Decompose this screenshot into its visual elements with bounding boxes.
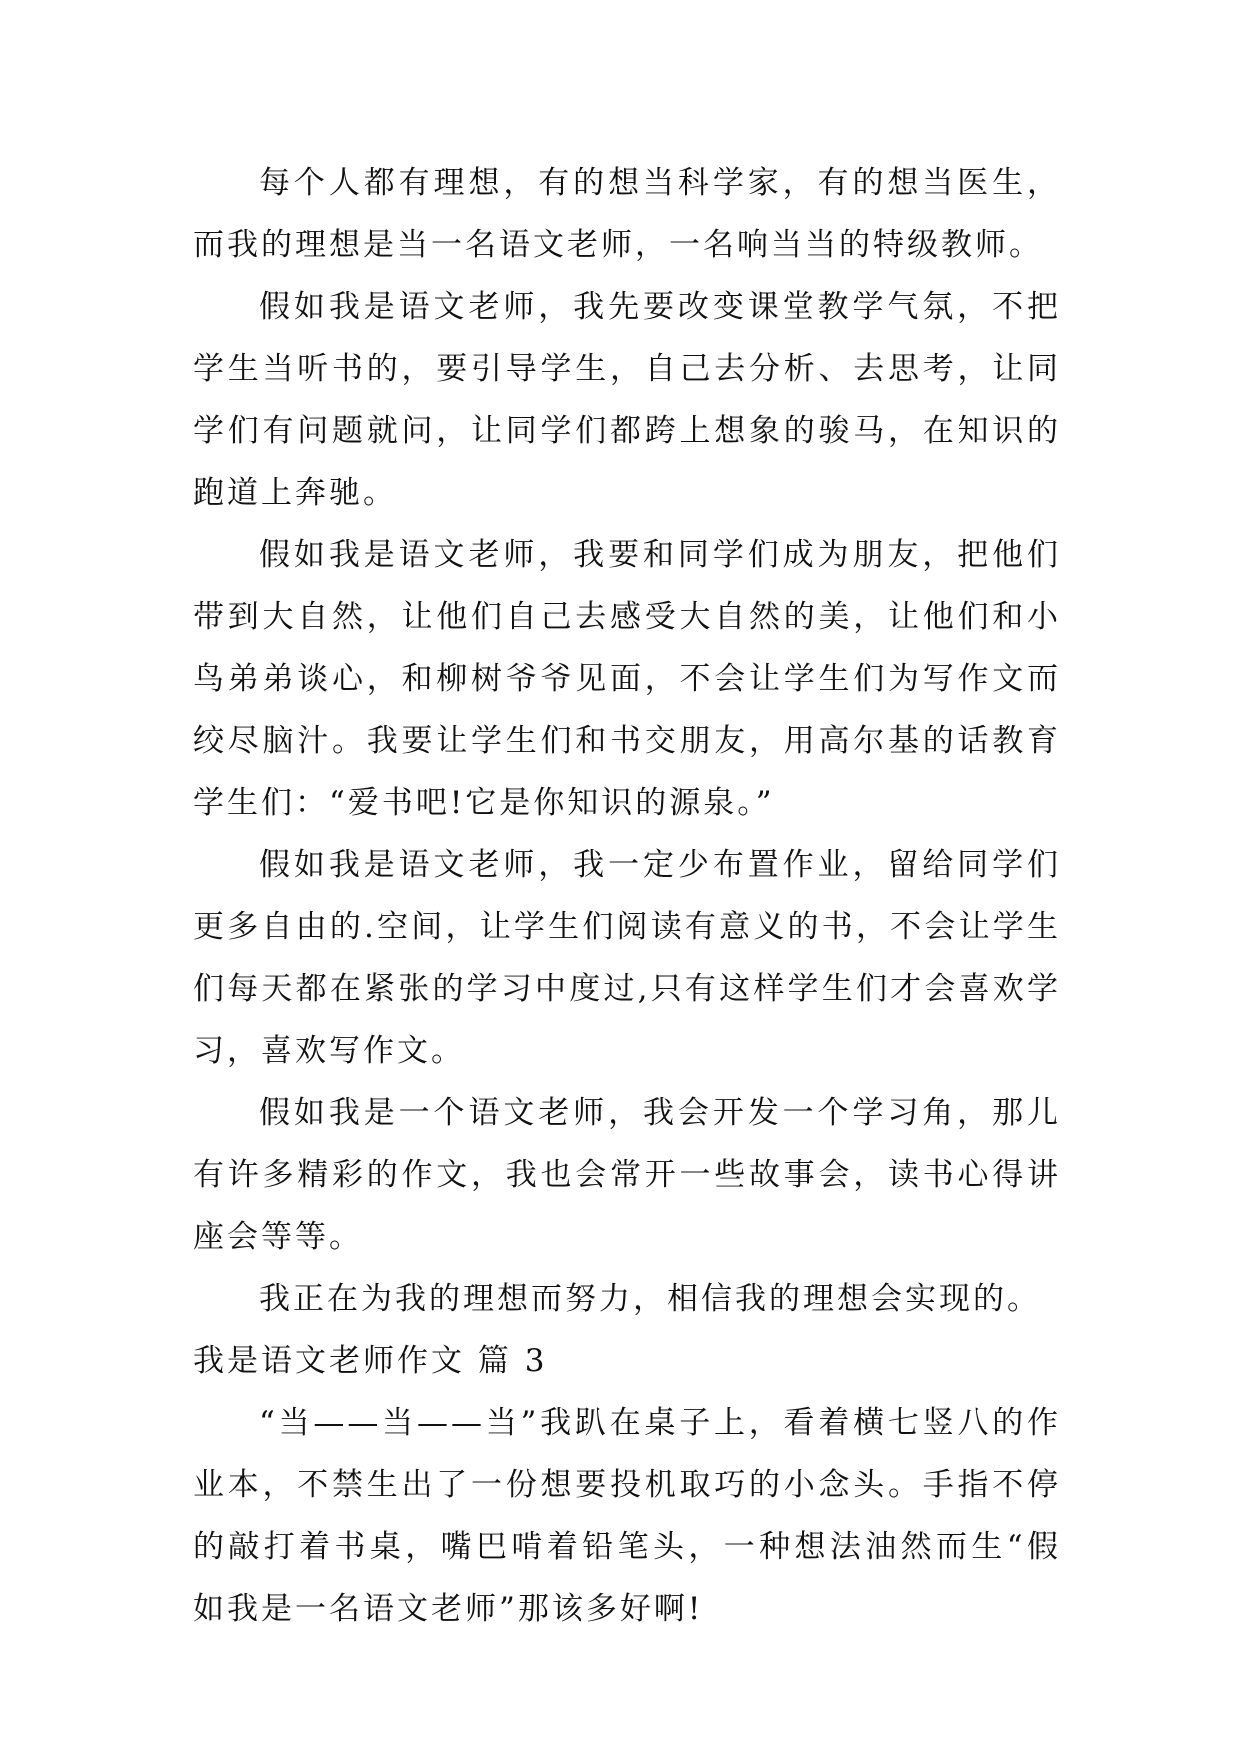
document-body (193, 152, 1061, 1640)
paragraph-4: 假如我是语文老师，我一定少布置作业，留给同学们更多自由的.空间，让学生们阅读有意义的书，不会让学生们每天都在紧张的学习中度过,只有这样学生们才会喜欢学习，喜欢写作文。 (193, 847, 1061, 1069)
section-heading: 我是语文老师作文 篇 3 (193, 1343, 548, 1379)
section-paragraph-1: “当——当——当”我趴在桌子上，看着横七竖八的作业本，不禁生出了一份想要投机取巧的小念头。手指不停的敲打着书桌，嘴巴啃着铅笔头，一种想法油然而生“假如我是一名语文老师”那该多好啊! (193, 1405, 1061, 1627)
paragraph-6: 我正在为我的理想而努力，相信我的理想会实现的。 (259, 1281, 1041, 1317)
paragraph-5: 假如我是一个语文老师，我会开发一个学习角，那儿有许多精彩的作文，我也会常开一些故事会，读书心得讲座会等等。 (193, 1095, 1061, 1255)
paragraph-1: 每个人都有理想，有的想当科学家，有的想当医生，而我的理想是当一名语文老师，一名响当当的特级教师。 (193, 165, 1061, 263)
paragraph-2: 假如我是语文老师，我先要改变课堂教学气氛，不把学生当听书的，要引导学生，自己去分析、去思考，让同学们有问题就问，让同学们都跨上想象的骏马，在知识的跑道上奔驰。 (193, 289, 1061, 511)
paragraph-3: 假如我是语文老师，我要和同学们成为朋友，把他们带到大自然，让他们自己去感受大自然的美，让他们和小鸟弟弟谈心，和柳树爷爷见面，不会让学生们为写作文而绞尽脑汁。我要让学生们和书交朋友，用高尔基的话教育学生们：“爱书吧!它是你知识的源泉。” (193, 537, 1061, 821)
